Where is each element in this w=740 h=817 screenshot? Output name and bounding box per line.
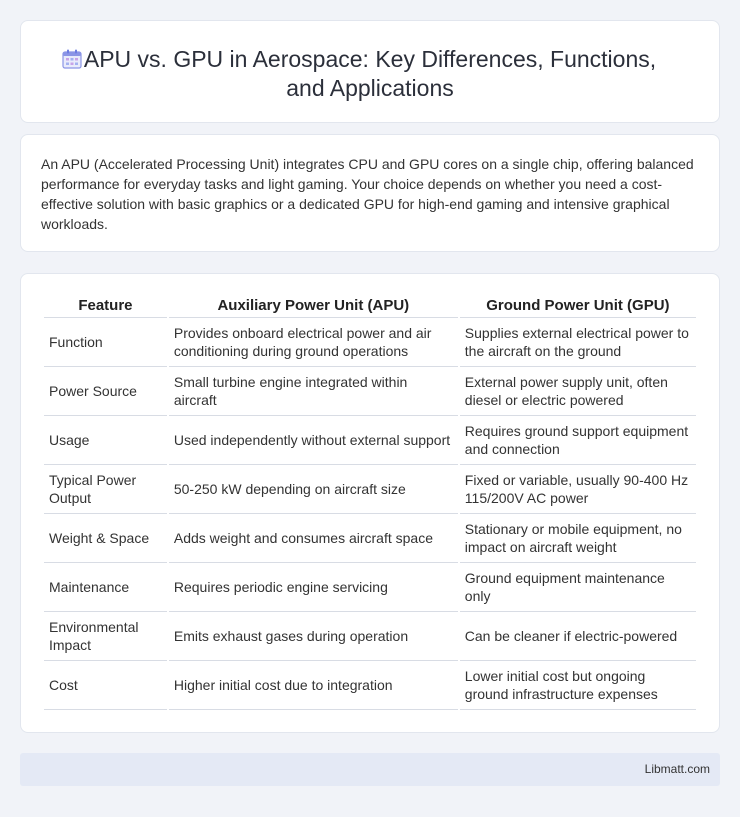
- comparison-table-card: [20, 273, 720, 733]
- table-row: [44, 612, 696, 661]
- table-header-row: [44, 295, 696, 318]
- gpu-cell: Supplies external electrical power to the aircraft on the ground: [460, 318, 696, 367]
- intro-paragraph: An APU (Accelerated Processing Unit) integrates CPU and GPU cores on a single chip, offering balanced performance for everyday tasks and light gaming. Your choice depends on whether you need a cost-effective solution with basic graphics or a dedicated GPU for high-end gaming and intensive graphical workloads.: [41, 156, 694, 232]
- gpu-cell: Ground equipment maintenance only: [460, 563, 696, 612]
- table-row: [44, 367, 696, 416]
- feature-cell: Typical Power Output: [44, 465, 167, 514]
- apu-cell: Requires periodic engine servicing: [169, 563, 458, 612]
- feature-cell: Cost: [44, 661, 167, 710]
- gpu-cell: Stationary or mobile equipment, no impact on aircraft weight: [460, 514, 696, 563]
- apu-cell: 50-250 kW depending on aircraft size: [169, 465, 458, 514]
- table-row: [44, 318, 696, 367]
- apu-cell: Emits exhaust gases during operation: [169, 612, 458, 661]
- intro-card: [20, 134, 720, 252]
- gpu-cell: Can be cleaner if electric-powered: [460, 612, 696, 661]
- gpu-cell: External power supply unit, often diesel or electric powered: [460, 367, 696, 416]
- table-row: [44, 661, 696, 710]
- gpu-cell: Lower initial cost but ongoing ground infrastructure expenses: [460, 661, 696, 710]
- title-card: [20, 20, 720, 123]
- feature-cell: Usage: [44, 416, 167, 465]
- footer: [20, 753, 720, 786]
- feature-cell: Power Source: [44, 367, 167, 416]
- column-header-apu: Auxiliary Power Unit (APU): [169, 295, 458, 318]
- column-header-gpu: Ground Power Unit (GPU): [460, 295, 696, 318]
- footer-brand-link[interactable]: Libmatt.com: [644, 762, 710, 776]
- table-row: [44, 563, 696, 612]
- apu-cell: Used independently without external support: [169, 416, 458, 465]
- apu-cell: Higher initial cost due to integration: [169, 661, 458, 710]
- apu-cell: Adds weight and consumes aircraft space: [169, 514, 458, 563]
- gpu-cell: Fixed or variable, usually 90-400 Hz 115/200V AC power: [460, 465, 696, 514]
- feature-cell: Environmental Impact: [44, 612, 167, 661]
- gpu-cell: Requires ground support equipment and connection: [460, 416, 696, 465]
- table-row: [44, 514, 696, 563]
- feature-cell: Maintenance: [44, 563, 167, 612]
- apu-cell: Provides onboard electrical power and air conditioning during ground operations: [169, 318, 458, 367]
- table-row: [44, 465, 696, 514]
- page-title-line-2: and Applications: [286, 75, 454, 101]
- page-title: [21, 45, 719, 103]
- comparison-table: [42, 295, 698, 710]
- column-header-feature: Feature: [44, 295, 167, 318]
- feature-cell: Function: [44, 318, 167, 367]
- table-row: [44, 416, 696, 465]
- page-title-line-1: APU vs. GPU in Aerospace: Key Differences, Functions,: [83, 46, 657, 72]
- feature-cell: Weight & Space: [44, 514, 167, 563]
- apu-cell: Small turbine engine integrated within aircraft: [169, 367, 458, 416]
